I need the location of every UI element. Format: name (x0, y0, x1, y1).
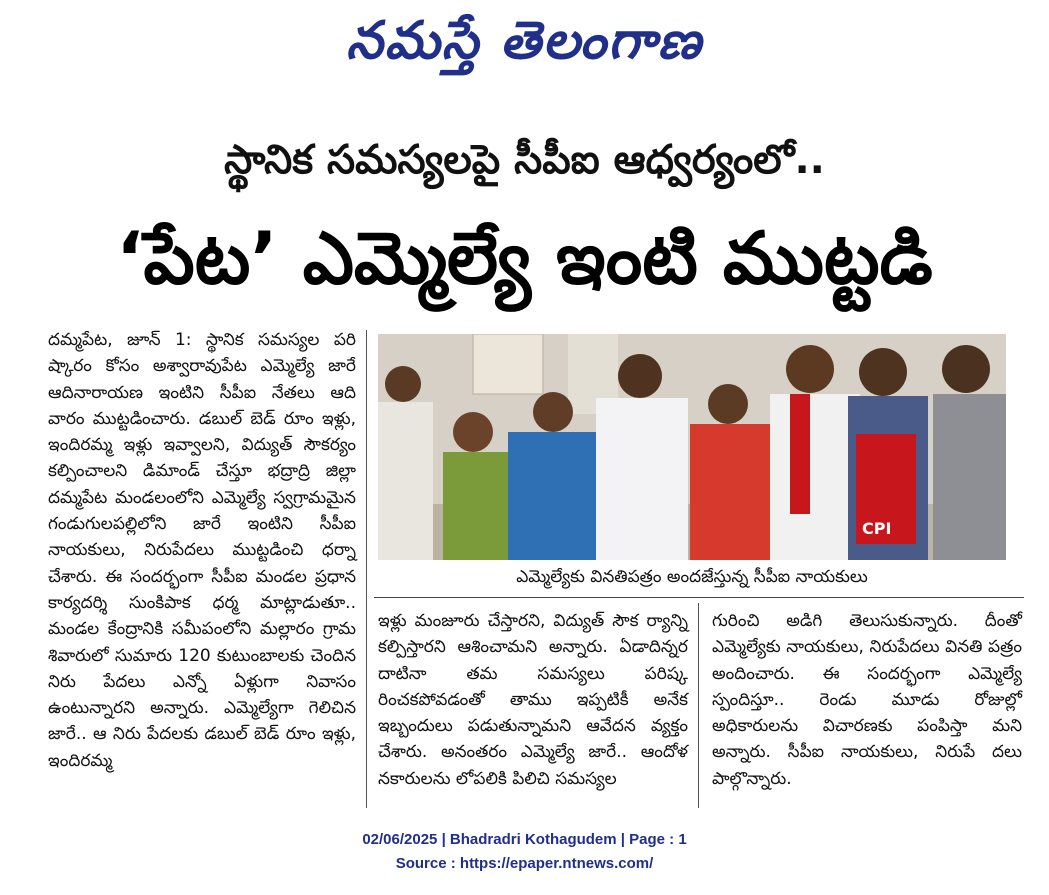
footer-source-line: Source : https://epaper.ntnews.com/ (395, 855, 654, 872)
photo-illustration (378, 334, 1006, 560)
article-column-2: ఇళ్లు మంజూరు చేస్తారని, విద్యుత్ సౌక ర్యాన్ని కల్పిస్తారని ఆశించామని అన్నారు. ఏడాదిన్నర దాటినా తమ సమస్యలు పరిష్క రించకపోవడంతో తాము ఇప్పటికీ అనేక ఇబ్బందులు పడుతున్నామని ఆవేదన వ్యక్తం చేశారు. అనంతరం ఎమ్మెల్యే జారే.. ఆందోళ నకారులను లోపలికి పిలిచి సమస్యల (378, 611, 688, 789)
newspaper-masthead: నమస్తే తెలంగాణ (346, 10, 703, 71)
article-kicker: స్థానిక సమస్యలపై సీపీఐ ఆధ్వర్యంలో.. (224, 137, 825, 183)
cpi-flag-text: CPI (862, 519, 892, 538)
column-divider (698, 603, 699, 808)
article-column-3: గురించి అడిగి తెలుసుకున్నారు. దీంతో ఎమ్మెల్యేకు నాయకులు, నిరుపేదలు వినతి పత్రం అందించారు. ఈ సందర్భంగా ఎమ్మెల్యే స్పందిస్తూ.. రెండు మూడు రోజుల్లో అధికారులను విచారణకు పంపిస్తా మని అన్నారు. సీపీఐ నాయకులు, నిరుపే దలు పాల్గొన్నారు. (712, 611, 1022, 789)
photo-caption: ఎమ్మెల్యేకు వినతిపత్రం అందజేస్తున్న సీపీఐ నాయకులు (516, 567, 868, 587)
footer-edition-line: 02/06/2025 | Bhadradri Kothagudem | Page : 1 (362, 831, 687, 848)
article-headline: ‘పేట’ ఎమ్మెల్యే ఇంటి ముట్టడి (116, 216, 933, 300)
column-divider (366, 330, 367, 808)
caption-divider (374, 597, 1024, 598)
article-column-1: దమ్మపేట, జూన్ 1: స్థానిక సమస్యల పరి ష్కారం కోసం అశ్వారావుపేట ఎమ్మెల్యే జారే ఆదినారాయణ ఇంటిని సీపీఐ నేతలు ఆది వారం ముట్టడించారు. డబుల్ బెడ్ రూం ఇళ్లు, ఇందిరమ్మ ఇళ్లు ఇవ్వాలని, విద్యుత్ సౌకర్యం కల్పించాలని డిమాండ్ చేస్తూ భద్రాద్రి జిల్లా దమ్మపేట మండలంలోని ఎమ్మెల్యే స్వగ్రామమైన గండుగులపల్లిలోని జారే ఇంటిని సీపీఐ నాయకులు, నిరుపేదలు ముట్టడించి ధర్నా చేశారు. ఈ సందర్భంగా సీపీఐ మండల ప్రధాన కార్యదర్శి సుంకిపాక ధర్మ మాట్లాడుతూ.. మండల కేంద్రానికి సమీపంలోని మల్లారం గ్రామ శివారులో సుమారు 120 కుటుంబాలకు చెందిన నిరు పేదలు ఎన్నో ఏళ్లుగా నివాసం ఉంటున్నారని అన్నారు. ఎమ్మెల్యేగా గెలిచిన జారే.. ఆ నిరు పేదలకు డబుల్ బెడ్ రూం ఇళ్లు, ఇందిరమ్మ (48, 330, 356, 771)
article-photo (378, 334, 1006, 560)
page-footer (0, 828, 1049, 876)
